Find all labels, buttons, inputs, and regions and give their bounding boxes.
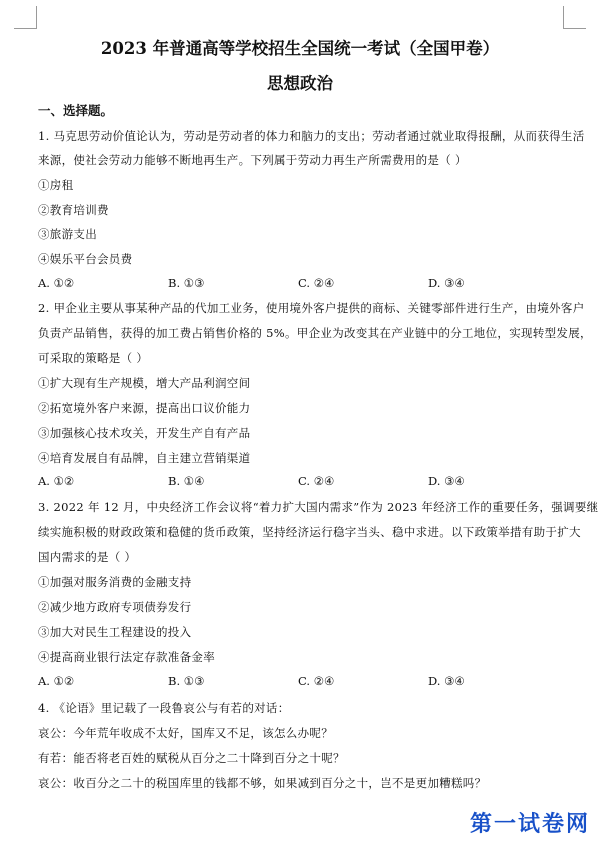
question-3-option-a: A. ①②	[38, 674, 75, 688]
question-2-stem-line-3: 可采取的策略是（ ）	[38, 351, 149, 365]
question-3-option-d: D. ③④	[428, 674, 465, 688]
site-watermark: 第一试卷网	[469, 811, 590, 837]
crop-mark-top-left	[14, 6, 37, 29]
question-3-item-4: ④提高商业银行法定存款准备金率	[38, 650, 215, 664]
question-3-stem-line-2: 续实施积极的财政政策和稳健的货币政策，坚持经济运行稳字当头、稳中求进。以下政策举措有助于扩大	[38, 525, 581, 539]
question-3-stem-line-1: 3. 2022 年 12 月，中央经济工作会议将“着力扩大国内需求”作为 2023 年经济工作的重要任务，强调要继	[38, 500, 599, 514]
exam-title: 2023 年普通高等学校招生全国统一考试（全国甲卷）	[100, 39, 500, 58]
question-1-option-a: A. ①②	[38, 276, 75, 290]
question-3-option-b: B. ①③	[168, 674, 205, 688]
question-2-stem-line-2: 负责产品销售，获得的加工费占销售价格的 5%。甲企业为改变其在产业链中的分工地位，实现转型发展，	[38, 326, 592, 340]
question-4-dialogue-3: 哀公：收百分之二十的税国库里的钱都不够，如果减到百分之十，岂不是更加糟糕吗？	[38, 776, 487, 790]
question-2-option-c: C. ②④	[298, 474, 335, 488]
question-2-item-3: ③加强核心技术攻关，开发生产自有产品	[38, 426, 251, 440]
question-1-stem-line-2: 来源，使社会劳动力能够不断地再生产。下列属于劳动力再生产所需费用的是（ ）	[38, 153, 467, 167]
question-3-option-c: C. ②④	[298, 674, 335, 688]
question-1-option-d: D. ③④	[428, 276, 465, 290]
question-1-item-2: ②教育培训费	[38, 203, 109, 217]
exam-subject: 思想政治	[267, 74, 333, 93]
question-3-item-1: ①加强对服务消费的金融支持	[38, 575, 192, 589]
question-1-option-b: B. ①③	[168, 276, 205, 290]
question-4-dialogue-2: 有若：能否将老百姓的赋税从百分之二十降到百分之十呢？	[38, 751, 345, 765]
question-1-item-1: ①房租	[38, 178, 74, 192]
question-1-option-c: C. ②④	[298, 276, 335, 290]
question-2-option-d: D. ③④	[428, 474, 465, 488]
question-4-stem-line-1: 4. 《论语》里记载了一段鲁哀公与有若的对话：	[38, 701, 290, 715]
question-2-item-1: ①扩大现有生产规模，增大产品利润空间	[38, 376, 251, 390]
question-2-item-4: ④培育发展自有品牌，自主建立营销渠道	[38, 451, 251, 465]
question-1-stem-line-1: 1. 马克思劳动价值论认为，劳动是劳动者的体力和脑力的支出；劳动者通过就业取得报酬，从而获得生活	[38, 129, 585, 143]
question-1-item-3: ③旅游支出	[38, 227, 97, 241]
question-2-option-a: A. ①②	[38, 474, 75, 488]
section-heading: 一、选择题。	[38, 103, 114, 118]
question-4-dialogue-1: 哀公：今年荒年收成不太好，国库又不足，该怎么办呢？	[38, 726, 333, 740]
question-2-stem-line-1: 2. 甲企业主要从事某种产品的代加工业务，使用境外客户提供的商标、关键零部件进行生产，由境外客户	[38, 301, 585, 315]
question-3-item-3: ③加大对民生工程建设的投入	[38, 625, 192, 639]
question-2-option-b: B. ①④	[168, 474, 205, 488]
question-1-item-4: ④娱乐平台会员费	[38, 252, 133, 266]
question-3-item-2: ②减少地方政府专项债券发行	[38, 600, 192, 614]
question-2-item-2: ②拓宽境外客户来源，提高出口议价能力	[38, 401, 251, 415]
question-3-stem-line-3: 国内需求的是（ ）	[38, 550, 137, 564]
crop-mark-top-right	[563, 6, 586, 29]
